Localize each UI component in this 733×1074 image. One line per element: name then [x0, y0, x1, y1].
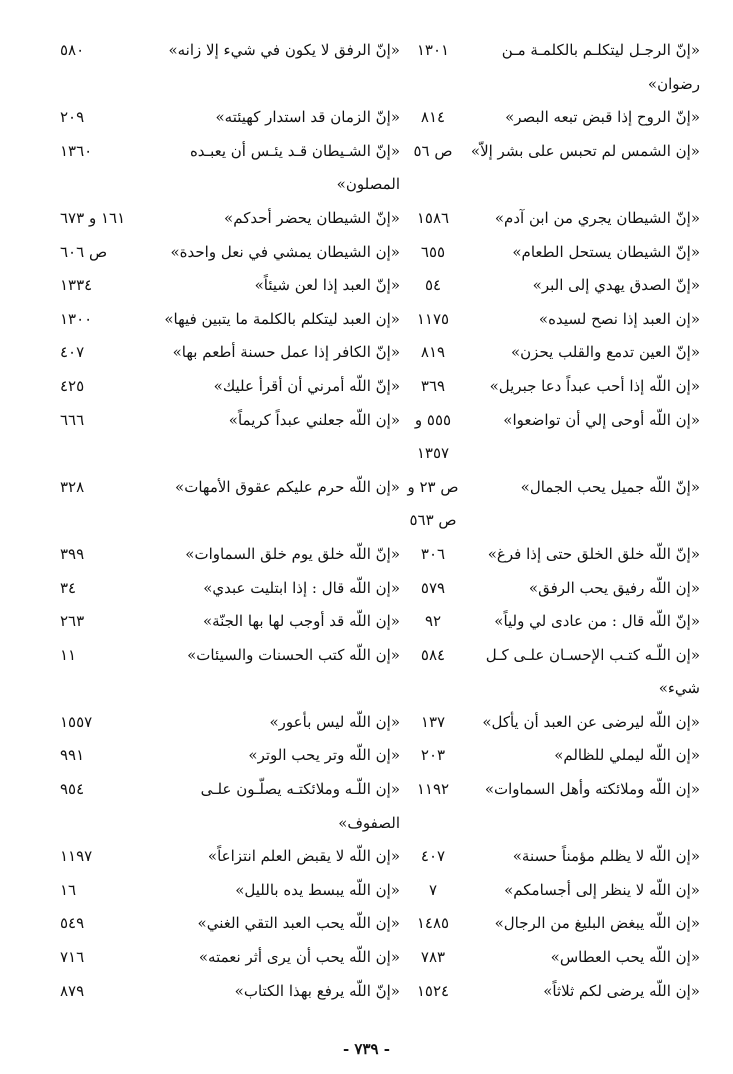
reference-number-right: ١٤٨٥ — [416, 914, 450, 933]
hadith-text-right: «إن اللّه ليرضى عن العبد أن يأكل» — [482, 712, 700, 731]
hadith-text-left: «إن اللّه حرم عليكم عقوق الأمهات» — [175, 477, 400, 496]
entry-continuation: الصفوف» — [338, 813, 400, 832]
hadith-text-left: «إن اللّه ليس بأعور» — [269, 712, 400, 731]
hadith-text-left: «إن اللّه يحب أن يرى أثر نعمته» — [198, 948, 400, 967]
reference-number-left: ١٣٦٠ — [60, 141, 93, 160]
index-row — [60, 874, 700, 908]
hadith-text-left: «إن اللّه قال : إذا ابتليت عبدي» — [203, 578, 400, 597]
hadith-text-right: «إن اللّه لا ينظر إلى أجسامكم» — [504, 880, 700, 899]
reference-number-right: ٦٥٥ — [420, 242, 446, 261]
index-row — [60, 303, 700, 337]
reference-number-left: ٢٦٣ — [60, 612, 85, 631]
reference-number-right: ١٥٢٤ — [416, 981, 450, 1000]
reference-number-left: ١١ — [60, 645, 77, 664]
index-row — [60, 773, 700, 807]
reference-number-left: ٥٤٩ — [60, 914, 85, 933]
index-row — [60, 572, 700, 606]
hadith-text-right: «إنّ اللّه قال : من عادى لي ولياً» — [494, 612, 700, 631]
hadith-text-right: «إن اللّه وملائكته وأهل السماوات» — [484, 780, 700, 799]
index-row — [60, 706, 700, 740]
index-row — [60, 739, 700, 773]
reference-number-right: ٧٨٣ — [420, 948, 446, 967]
index-row — [60, 504, 700, 538]
index-row — [60, 404, 700, 438]
reference-continuation: ١٣٥٧ — [416, 444, 450, 463]
hadith-text-left: «إنّ اللّه أمرني أن أقرأ عليك» — [213, 376, 400, 395]
reference-number-left: ١١٩٧ — [60, 847, 93, 866]
index-row — [60, 269, 700, 303]
page-number: - ٧٣٩ - — [342, 1040, 391, 1058]
index-row — [60, 370, 700, 404]
hadith-text-right: «إنّ الرجـل ليتكلـم بالكلمـة مـن — [501, 41, 700, 59]
hadith-text-right: «إن اللّه أوحى إلي أن تواضعوا» — [503, 410, 700, 429]
reference-number-left: ٩٩١ — [60, 746, 85, 765]
hadith-text-left: «إنّ الكافر إذا عمل حسنة أطعم بها» — [172, 343, 400, 362]
reference-number-left: ٢٠٩ — [60, 108, 85, 127]
hadith-text-right: «إن اللّه ليملي للظالم» — [554, 746, 700, 765]
reference-number-left: ٣٩٩ — [60, 544, 85, 563]
hadith-text-right: «إن اللّه يرضى لكم ثلاثاً» — [543, 981, 700, 1000]
reference-number-left: ١٥٥٧ — [60, 712, 93, 731]
hadith-text-left: «إن اللّه يبسط يده بالليل» — [235, 880, 400, 899]
reference-number-left: ٤٢٥ — [60, 376, 85, 395]
reference-number-right: ١١٧٥ — [416, 309, 450, 328]
hadith-text-right: «إن اللّه رفيق يحب الرفق» — [528, 578, 700, 597]
reference-number-right: ٥٥٥ و — [414, 410, 452, 429]
reference-number-left: ١٣٣٤ — [60, 276, 93, 295]
hadith-text-right: «إن العبد إذا نصح لسيده» — [538, 309, 700, 328]
hadith-text-right: «إنّ العين تدمع والقلب يحزن» — [510, 343, 700, 362]
hadith-text-left: «إنّ الشـيطان قـد يئـس أن يعبـده — [189, 141, 400, 160]
reference-continuation: ص ٥٦٣ — [409, 511, 457, 530]
reference-number-right: ٨١٤ — [420, 108, 446, 127]
index-row — [60, 34, 700, 68]
reference-number-right: ٥٨٤ — [420, 645, 446, 664]
hadith-text-right: «إنّ الشيطان يجري من ابن آدم» — [494, 208, 700, 227]
hadith-text-right: «إن اللّه لا يظلم مؤمناً حسنة» — [512, 847, 700, 866]
reference-number-right: ٥٤ — [424, 276, 442, 295]
index-row — [60, 135, 700, 169]
reference-number-left: ٥٨٠ — [60, 41, 85, 59]
entry-continuation: المصلون» — [336, 175, 400, 194]
reference-number-left: ٤٠٧ — [60, 343, 85, 362]
hadith-text-right: «إنّ اللّه جميل يحب الجمال» — [520, 477, 700, 496]
reference-number-right: ٣٦٩ — [420, 376, 446, 395]
index-row — [60, 840, 700, 874]
hadith-text-left: «إن اللّه قد أوجب لها بها الجنّة» — [202, 612, 400, 631]
index-row — [60, 907, 700, 941]
hadith-text-left: «إن اللّـه وملائكتـه يصلّـون علـى — [200, 780, 400, 799]
reference-number-right: ٣٠٦ — [420, 544, 446, 563]
reference-number-right: ١٣٠١ — [416, 41, 450, 59]
hadith-text-right: «إن اللّه إذا أحب عبداً دعا جبريل» — [489, 376, 700, 395]
hadith-text-left: «إن اللّه لا يقبض العلم انتزاعاً» — [207, 847, 400, 866]
reference-number-right: ٧ — [428, 880, 438, 899]
reference-number-left: ٣٢٨ — [60, 477, 85, 496]
index-row — [60, 68, 700, 102]
hadith-text-right: «إنّ الشيطان يستحل الطعام» — [512, 242, 700, 261]
index-table — [60, 34, 700, 1008]
index-row — [60, 538, 700, 572]
index-row — [60, 807, 700, 841]
index-row — [60, 605, 700, 639]
hadith-text-left: «إنّ الشيطان يحضر أحدكم» — [224, 208, 400, 227]
hadith-text-left: «إن اللّه وتر يحب الوتر» — [248, 746, 400, 765]
hadith-text-left: «إن اللّه كتب الحسنات والسيئات» — [187, 645, 400, 664]
index-row — [60, 639, 700, 673]
reference-number-right: ٩٢ — [424, 612, 442, 631]
reference-number-right: ٢٠٣ — [420, 746, 446, 765]
reference-number-left: ص ٦٠٦ — [60, 242, 108, 261]
hadith-text-right: «إن الشمس لم تحبس على بشر إلاّ» — [470, 141, 700, 160]
hadith-text-left: «إنّ اللّه يرفع بهذا الكتاب» — [234, 981, 400, 1000]
reference-number-right: ص ٢٣ و — [407, 477, 459, 496]
reference-number-right: ٥٧٩ — [420, 578, 446, 597]
reference-number-right: ١٥٨٦ — [416, 208, 450, 227]
index-row — [60, 202, 700, 236]
reference-number-left: ٧١٦ — [60, 948, 85, 967]
reference-number-right: ٤٠٧ — [420, 847, 446, 866]
hadith-text-right: «إنّ اللّه خلق الخلق حتى إذا فرغ» — [487, 544, 700, 563]
reference-number-left: ١٦١ و ٦٧٣ — [60, 208, 126, 227]
reference-number-right: ١٣٧ — [420, 712, 446, 731]
hadith-text-right: «إنّ الصدق يهدي إلى البر» — [532, 276, 700, 295]
hadith-text-left: «إنّ اللّه خلق يوم خلق السماوات» — [185, 544, 400, 563]
index-row — [60, 101, 700, 135]
reference-number-left: ٦٦٦ — [60, 410, 85, 429]
reference-number-left: ٩٥٤ — [60, 780, 85, 799]
hadith-text-left: «إنّ الزمان قد استدار كهيئته» — [215, 108, 400, 127]
index-row — [60, 471, 700, 505]
hadith-text-left: «إنّ الرفق لا يكون في شيء إلا زانه» — [168, 41, 400, 59]
reference-number-left: ٨٧٩ — [60, 981, 85, 1000]
hadith-text-right: «إن اللّـه كتـب الإحسـان علـى كـل — [485, 645, 700, 664]
hadith-text-left: «إن اللّه يحب العبد التقي الغني» — [197, 914, 400, 933]
reference-number-left: ١٦ — [60, 880, 77, 899]
reference-number-left: ٣٤ — [60, 578, 77, 597]
hadith-text-left: «إنّ العبد إذا لعن شيئاً» — [254, 276, 400, 295]
reference-number-left: ١٣٠٠ — [60, 309, 93, 328]
index-row — [60, 168, 700, 202]
hadith-text-left: «إن الشيطان يمشي في نعل واحدة» — [170, 242, 400, 261]
reference-number-right: ١١٩٢ — [416, 780, 450, 799]
index-row — [60, 236, 700, 270]
hadith-text-right: «إنّ الروح إذا قبض تبعه البصر» — [505, 108, 700, 127]
hadith-text-left: «إن العبد ليتكلم بالكلمة ما يتبين فيها» — [164, 309, 400, 328]
index-row — [60, 975, 700, 1009]
hadith-text-right: «إن اللّه يبغض البليغ من الرجال» — [494, 914, 700, 933]
index-row — [60, 672, 700, 706]
reference-number-right: ٨١٩ — [420, 343, 446, 362]
index-row — [60, 437, 700, 471]
reference-number-right: ص ٥٦ — [413, 141, 453, 160]
index-row — [60, 336, 700, 370]
index-row — [60, 941, 700, 975]
hadith-text-left: «إن اللّه جعلني عبداً كريماً» — [228, 410, 400, 429]
hadith-text-right: «إن اللّه يحب العطاس» — [550, 948, 700, 967]
entry-continuation: شيء» — [658, 679, 700, 698]
entry-continuation: رضوان» — [647, 74, 700, 93]
